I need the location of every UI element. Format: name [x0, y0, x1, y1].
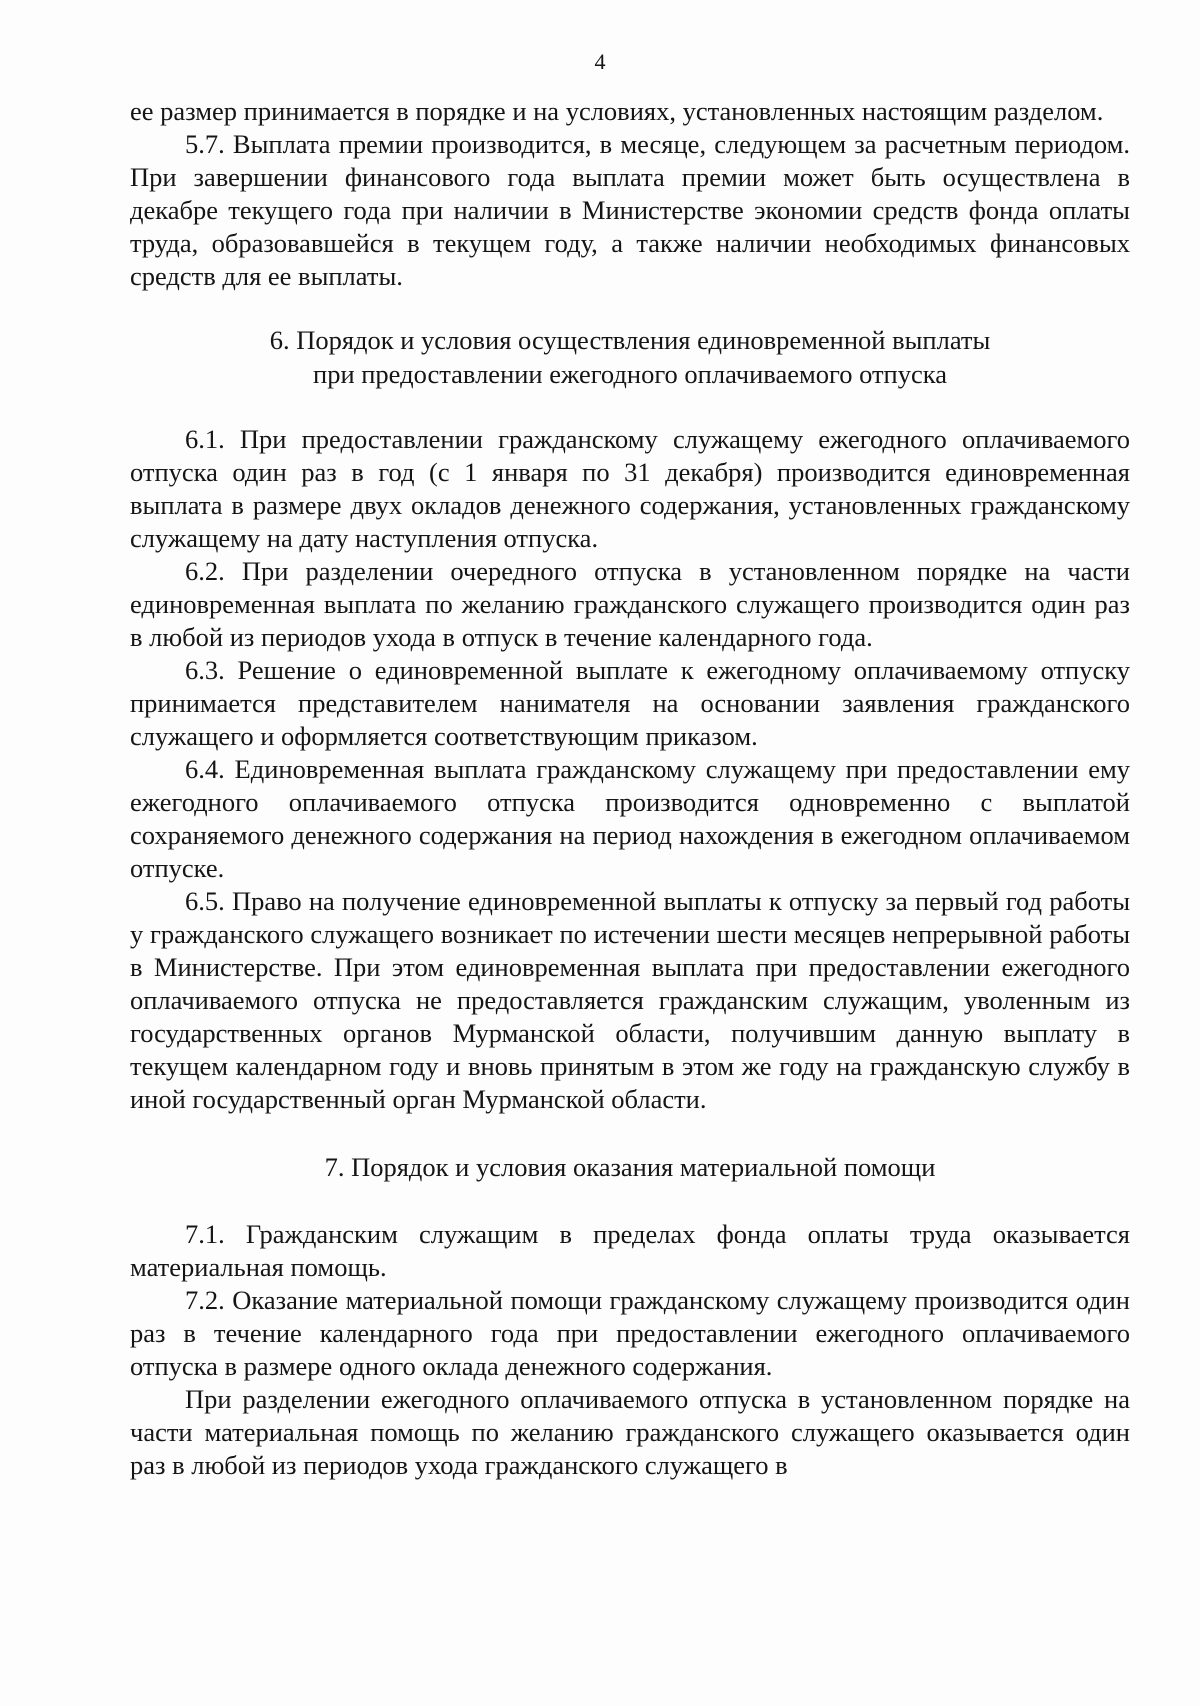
paragraph-6-3: 6.3. Решение о единовременной выплате к ежегодному оплачиваемому отпуску принимается представителем нанимателя на основании заявления гражданского служащего и оформляется соответствующим приказом.	[130, 655, 1130, 751]
paragraph-6-2: 6.2. При разделении очередного отпуска в установленном порядке на части единовременная выплата по желанию гражданского служащего производится один раз в любой из периодов ухода в отпуск в течение календарного года.	[130, 556, 1130, 652]
section-6-heading-line-2: при предоставлении ежегодного оплачиваемого отпуска	[313, 359, 947, 389]
paragraph-6-1: 6.1. При предоставлении гражданскому служащему ежегодного оплачиваемого отпуска один раз в год (с 1 января по 31 декабря) производится единовременная выплата в размере двух окладов денежного содержания, установленных гражданскому служащему на дату наступления отпуска.	[130, 424, 1130, 553]
paragraph-7-1: 7.1. Гражданским служащим в пределах фонда оплаты труда оказывается материальная помощь.	[130, 1219, 1130, 1282]
document-body	[130, 95, 1130, 1482]
paragraph-7-2-continued: При разделении ежегодного оплачиваемого отпуска в установленном порядке на части материальная помощь по желанию гражданского служащего оказывается один раз в любой из периодов ухода гражданского служащего в	[130, 1384, 1130, 1480]
paragraph-continuation: ее размер принимается в порядке и на условиях, установленных настоящим разделом.	[130, 96, 1104, 126]
paragraph-6-4: 6.4. Единовременная выплата гражданскому служащему при предоставлении ему ежегодного оплачиваемого отпуска производится одновременно с выплатой сохраняемого денежного содержания на период нахождения в ежегодном оплачиваемом отпуске.	[130, 754, 1130, 883]
page-number: 4	[594, 49, 606, 74]
section-7-heading-line: 7. Порядок и условия оказания материальной помощи	[324, 1152, 936, 1182]
section-6-heading-line-1: 6. Порядок и условия осуществления единовременной выплаты	[269, 325, 991, 355]
paragraph-7-2: 7.2. Оказание материальной помощи гражданскому служащему производится один раз в течение календарного года при предоставлении ежегодного оплачиваемого отпуска в размере одного оклада денежного содержания.	[130, 1285, 1130, 1381]
paragraph-6-5: 6.5. Право на получение единовременной выплаты к отпуску за первый год работы у гражданского служащего возникает по истечении шести месяцев непрерывной работы в Министерстве. При этом единовременная выплата при предоставлении ежегодного оплачиваемого отпуска не предоставляется гражданским служащим, уволенным из государственных органов Мурманской области, получившим данную выплату в текущем календарном году и вновь принятым в этом же году на гражданскую службу в иной государственный орган Мурманской области.	[130, 886, 1130, 1114]
paragraph-5-7: 5.7. Выплата премии производится, в месяце, следующем за расчетным периодом. При завершении финансового года выплата премии может быть осуществлена в декабре текущего года при наличии в Министерстве экономии средств фонда оплаты труда, образовавшейся в текущем году, а также наличии необходимых финансовых средств для ее выплаты.	[130, 129, 1130, 291]
section-7-heading	[130, 1150, 1130, 1184]
section-6-heading	[130, 323, 1130, 391]
